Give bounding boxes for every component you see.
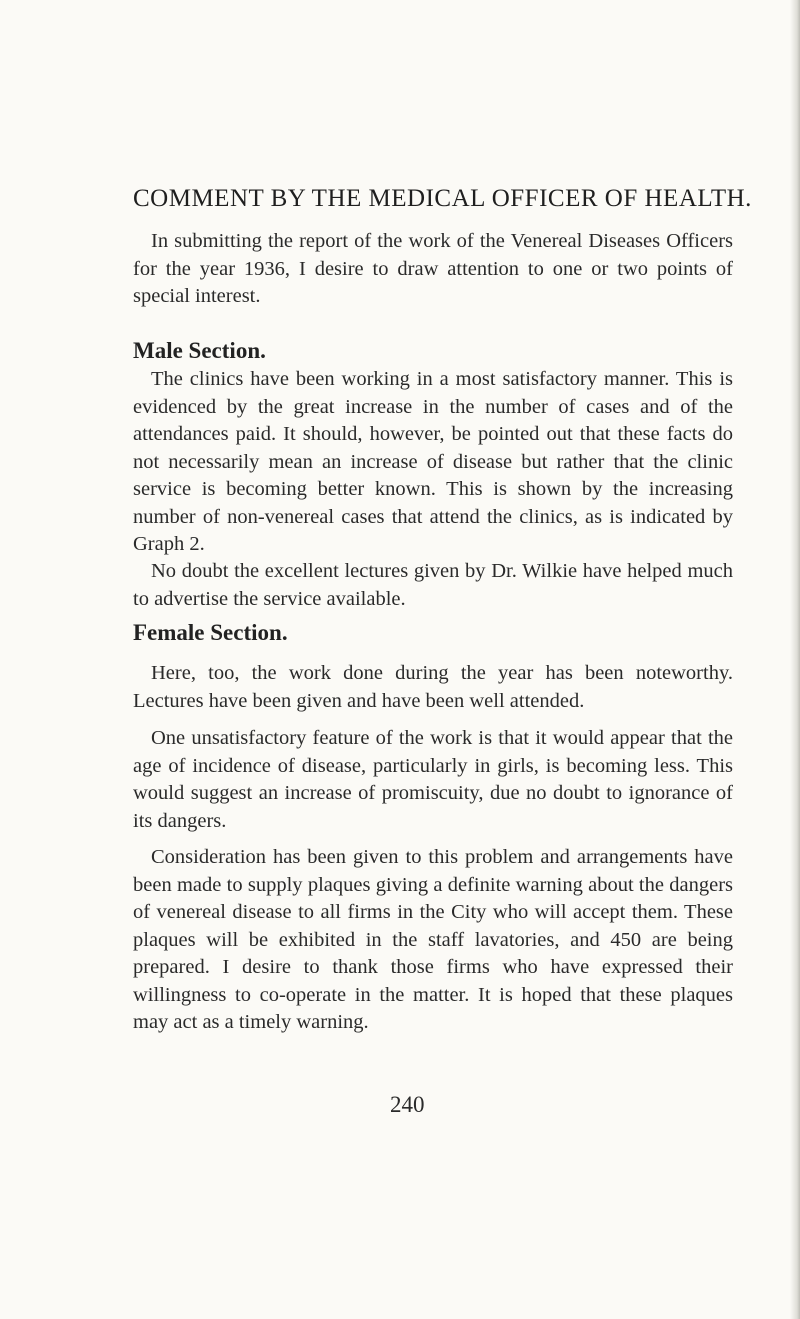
female-section-heading: Female Section. [133, 620, 288, 645]
male-paragraph-2: No doubt the excellent lectures given by Dr. Wilkie have helped much to advertise the service available. [133, 560, 733, 610]
male-section-heading: Male Section. [133, 338, 266, 363]
male-paragraph-1: The clinics have been working in a most satisfactory manner. This is evidenced by the great increase in the number of cases and of the attendances paid. It should, however, be pointed out that these facts do not necessarily mean an increase of disease but rather that the clinic service is becoming better known. This is shown by the increasing number of non-venereal cases that attend the clinics, as is indicated by Graph 2. [133, 368, 733, 555]
female-paragraph-1: Here, too, the work done during the year has been noteworthy. Lectures have been given and have been well attended. [133, 662, 733, 712]
intro-paragraph: In submitting the report of the work of the Venereal Diseases Officers for the year 1936, I desire to draw attention to one or two points of special interest. [133, 230, 733, 307]
female-paragraph-2: One unsatisfactory feature of the work is that it would appear that the age of incidence of disease, particularly in girls, is becoming less. This would suggest an increase of promiscuity, due no doubt to ignorance of its dangers. [133, 727, 733, 832]
page-title: COMMENT BY THE MEDICAL OFFICER OF HEALTH. [133, 185, 752, 212]
page-number: 240 [390, 1092, 425, 1117]
page-edge-shadow [790, 0, 800, 1319]
female-paragraph-3: Consideration has been given to this problem and arrangements have been made to supply plaques giving a definite warning about the dangers of venereal disease to all firms in the City who will accept them. These plaques will be exhibited in the staff lavatories, and 450 are being prepared. I desire to thank those firms who have expressed their willingness to co-operate in the matter. It is hoped that these plaques may act as a timely warning. [133, 846, 733, 1033]
